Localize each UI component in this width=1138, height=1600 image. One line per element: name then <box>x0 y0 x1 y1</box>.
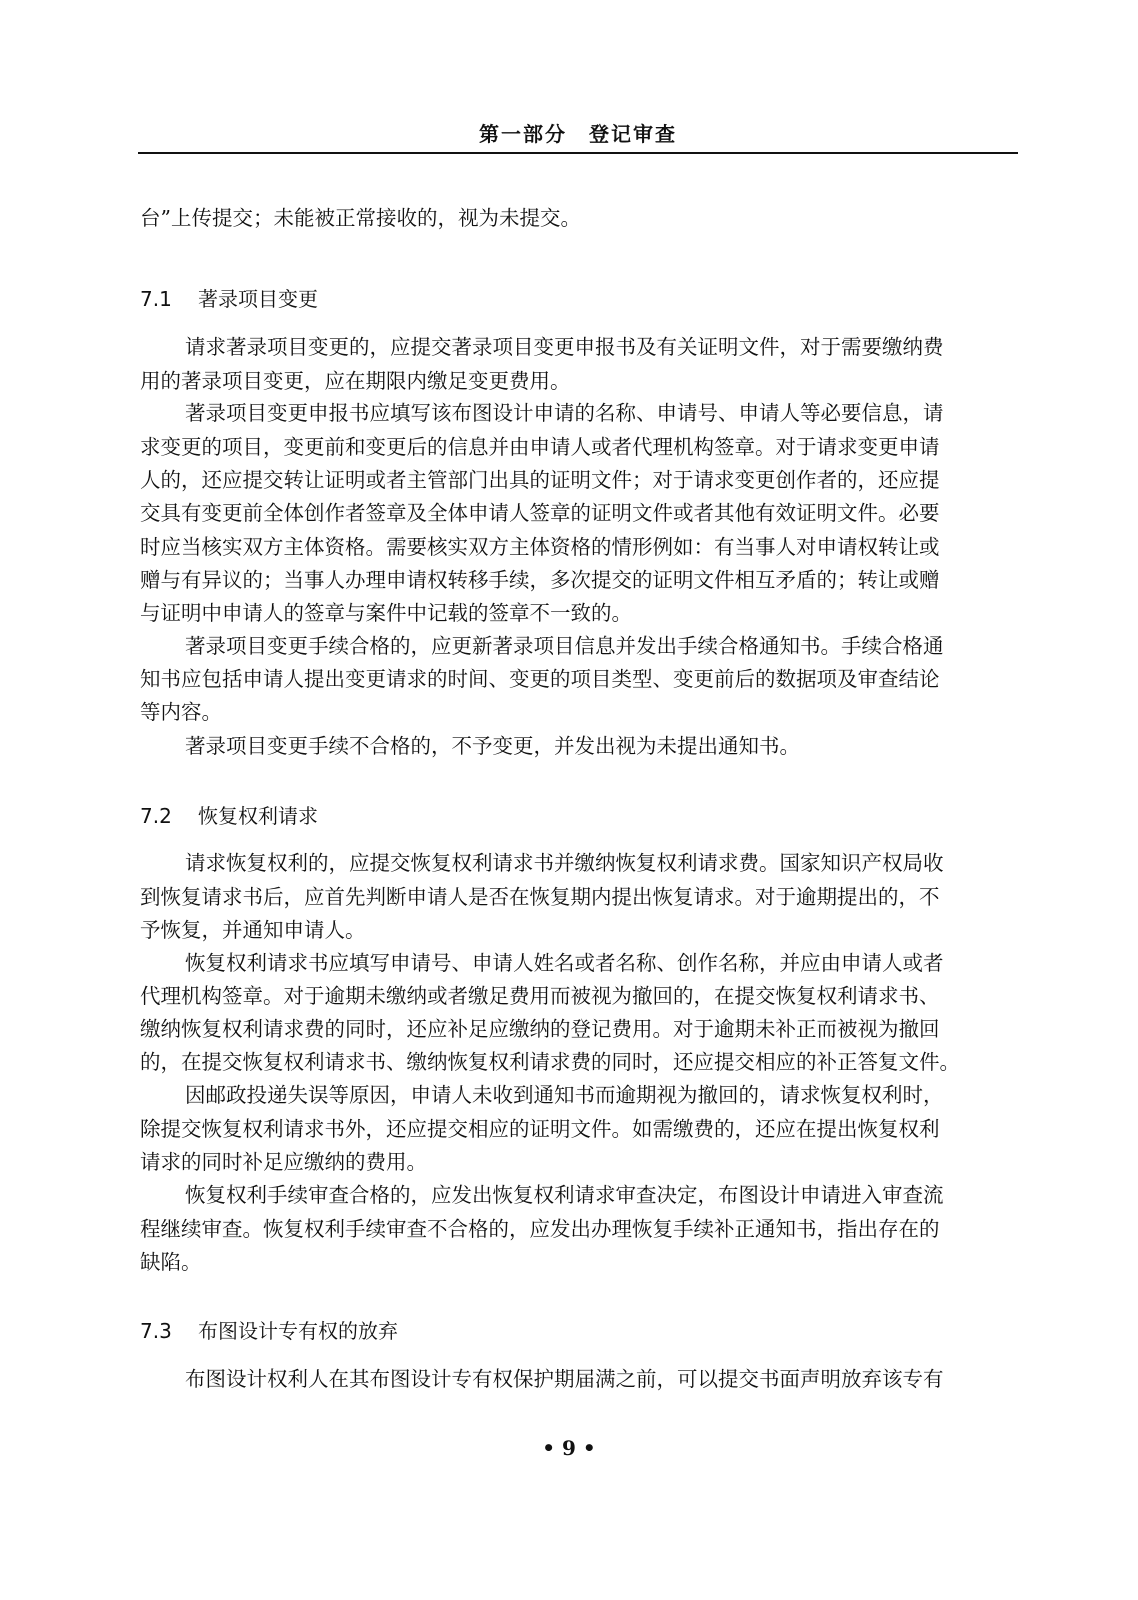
paragraph-line: 请求的同时补足应缴纳的费用。 <box>140 1150 427 1174</box>
paragraph-line: 与证明中申请人的签章与案件中记载的签章不一致的。 <box>140 601 632 625</box>
paragraph-line: 著录项目变更手续不合格的，不予变更，并发出视为未提出通知书。 <box>185 734 800 758</box>
section-title: 著录项目变更 <box>198 287 318 311</box>
section-heading-7-2 <box>140 801 318 831</box>
section-number: 7.2 <box>140 804 172 828</box>
paragraph-line: 赠与有异议的；当事人办理申请权转移手续，多次提交的证明文件相互矛盾的；转让或赠 <box>140 568 940 592</box>
paragraph-line: 交具有变更前全体创作者签章及全体申请人签章的证明文件或者其他有效证明文件。必要 <box>140 501 940 525</box>
paragraph-line: 恢复权利请求书应填写申请号、申请人姓名或者名称、创作名称，并应由申请人或者 <box>185 951 944 975</box>
paragraph-line: 予恢复，并通知申请人。 <box>140 918 366 942</box>
page-number: • 9 • <box>542 1436 596 1460</box>
paragraph-line: 恢复权利手续审查合格的，应发出恢复权利请求审查决定，布图设计申请进入审查流 <box>185 1183 944 1207</box>
paragraph-line: 布图设计权利人在其布图设计专有权保护期届满之前，可以提交书面声明放弃该专有 <box>185 1367 944 1391</box>
section-number: 7.1 <box>140 287 172 311</box>
paragraph-line: 著录项目变更申报书应填写该布图设计申请的名称、申请号、申请人等必要信息，请 <box>185 401 944 425</box>
paragraph-line: 除提交恢复权利请求书外，还应提交相应的证明文件。如需缴费的，还应在提出恢复权利 <box>140 1117 940 1141</box>
paragraph-line: 因邮政投递失误等原因，申请人未收到通知书而逾期视为撤回的，请求恢复权利时， <box>185 1083 944 1107</box>
paragraph-line: 等内容。 <box>140 700 222 724</box>
paragraph-line: 请求著录项目变更的，应提交著录项目变更申报书及有关证明文件，对于需要缴纳费 <box>185 335 944 359</box>
section-heading-7-1 <box>140 284 318 314</box>
section-title: 布图设计专有权的放弃 <box>198 1319 398 1343</box>
paragraph-line: 台”上传提交；未能被正常接收的，视为未提交。 <box>140 206 581 230</box>
section-number: 7.3 <box>140 1319 172 1343</box>
paragraph-line: 著录项目变更手续合格的，应更新著录项目信息并发出手续合格通知书。手续合格通 <box>185 634 944 658</box>
paragraph-line: 求变更的项目，变更前和变更后的信息并由申请人或者代理机构签章。对于请求变更申请 <box>140 435 940 459</box>
paragraph-line: 缴纳恢复权利请求费的同时，还应补足应缴纳的登记费用。对于逾期未补正而被视为撤回 <box>140 1017 940 1041</box>
paragraph-line: 时应当核实双方主体资格。需要核实双方主体资格的情形例如：有当事人对申请权转让或 <box>140 535 940 559</box>
paragraph-line: 用的著录项目变更，应在期限内缴足变更费用。 <box>140 369 571 393</box>
running-header: 第一部分 登记审查 <box>479 122 677 146</box>
paragraph-line: 程继续审查。恢复权利手续审查不合格的，应发出办理恢复手续补正通知书，指出存在的 <box>140 1217 940 1241</box>
paragraph-line: 到恢复请求书后，应首先判断申请人是否在恢复期内提出恢复请求。对于逾期提出的，不 <box>140 885 940 909</box>
paragraph-line: 知书应包括申请人提出变更请求的时间、变更的项目类型、变更前后的数据项及审查结论 <box>140 667 940 691</box>
paragraph-line: 缺陷。 <box>140 1250 202 1274</box>
paragraph-line: 的，在提交恢复权利请求书、缴纳恢复权利请求费的同时，还应提交相应的补正答复文件。 <box>140 1050 960 1074</box>
paragraph-line: 请求恢复权利的，应提交恢复权利请求书并缴纳恢复权利请求费。国家知识产权局收 <box>185 851 944 875</box>
section-heading-7-3 <box>140 1316 398 1346</box>
paragraph-line: 人的，还应提交转让证明或者主管部门出具的证明文件；对于请求变更创作者的，还应提 <box>140 468 940 492</box>
header-rule <box>138 152 1018 154</box>
section-title: 恢复权利请求 <box>198 804 318 828</box>
paragraph-line: 代理机构签章。对于逾期未缴纳或者缴足费用而被视为撤回的，在提交恢复权利请求书、 <box>140 984 940 1008</box>
